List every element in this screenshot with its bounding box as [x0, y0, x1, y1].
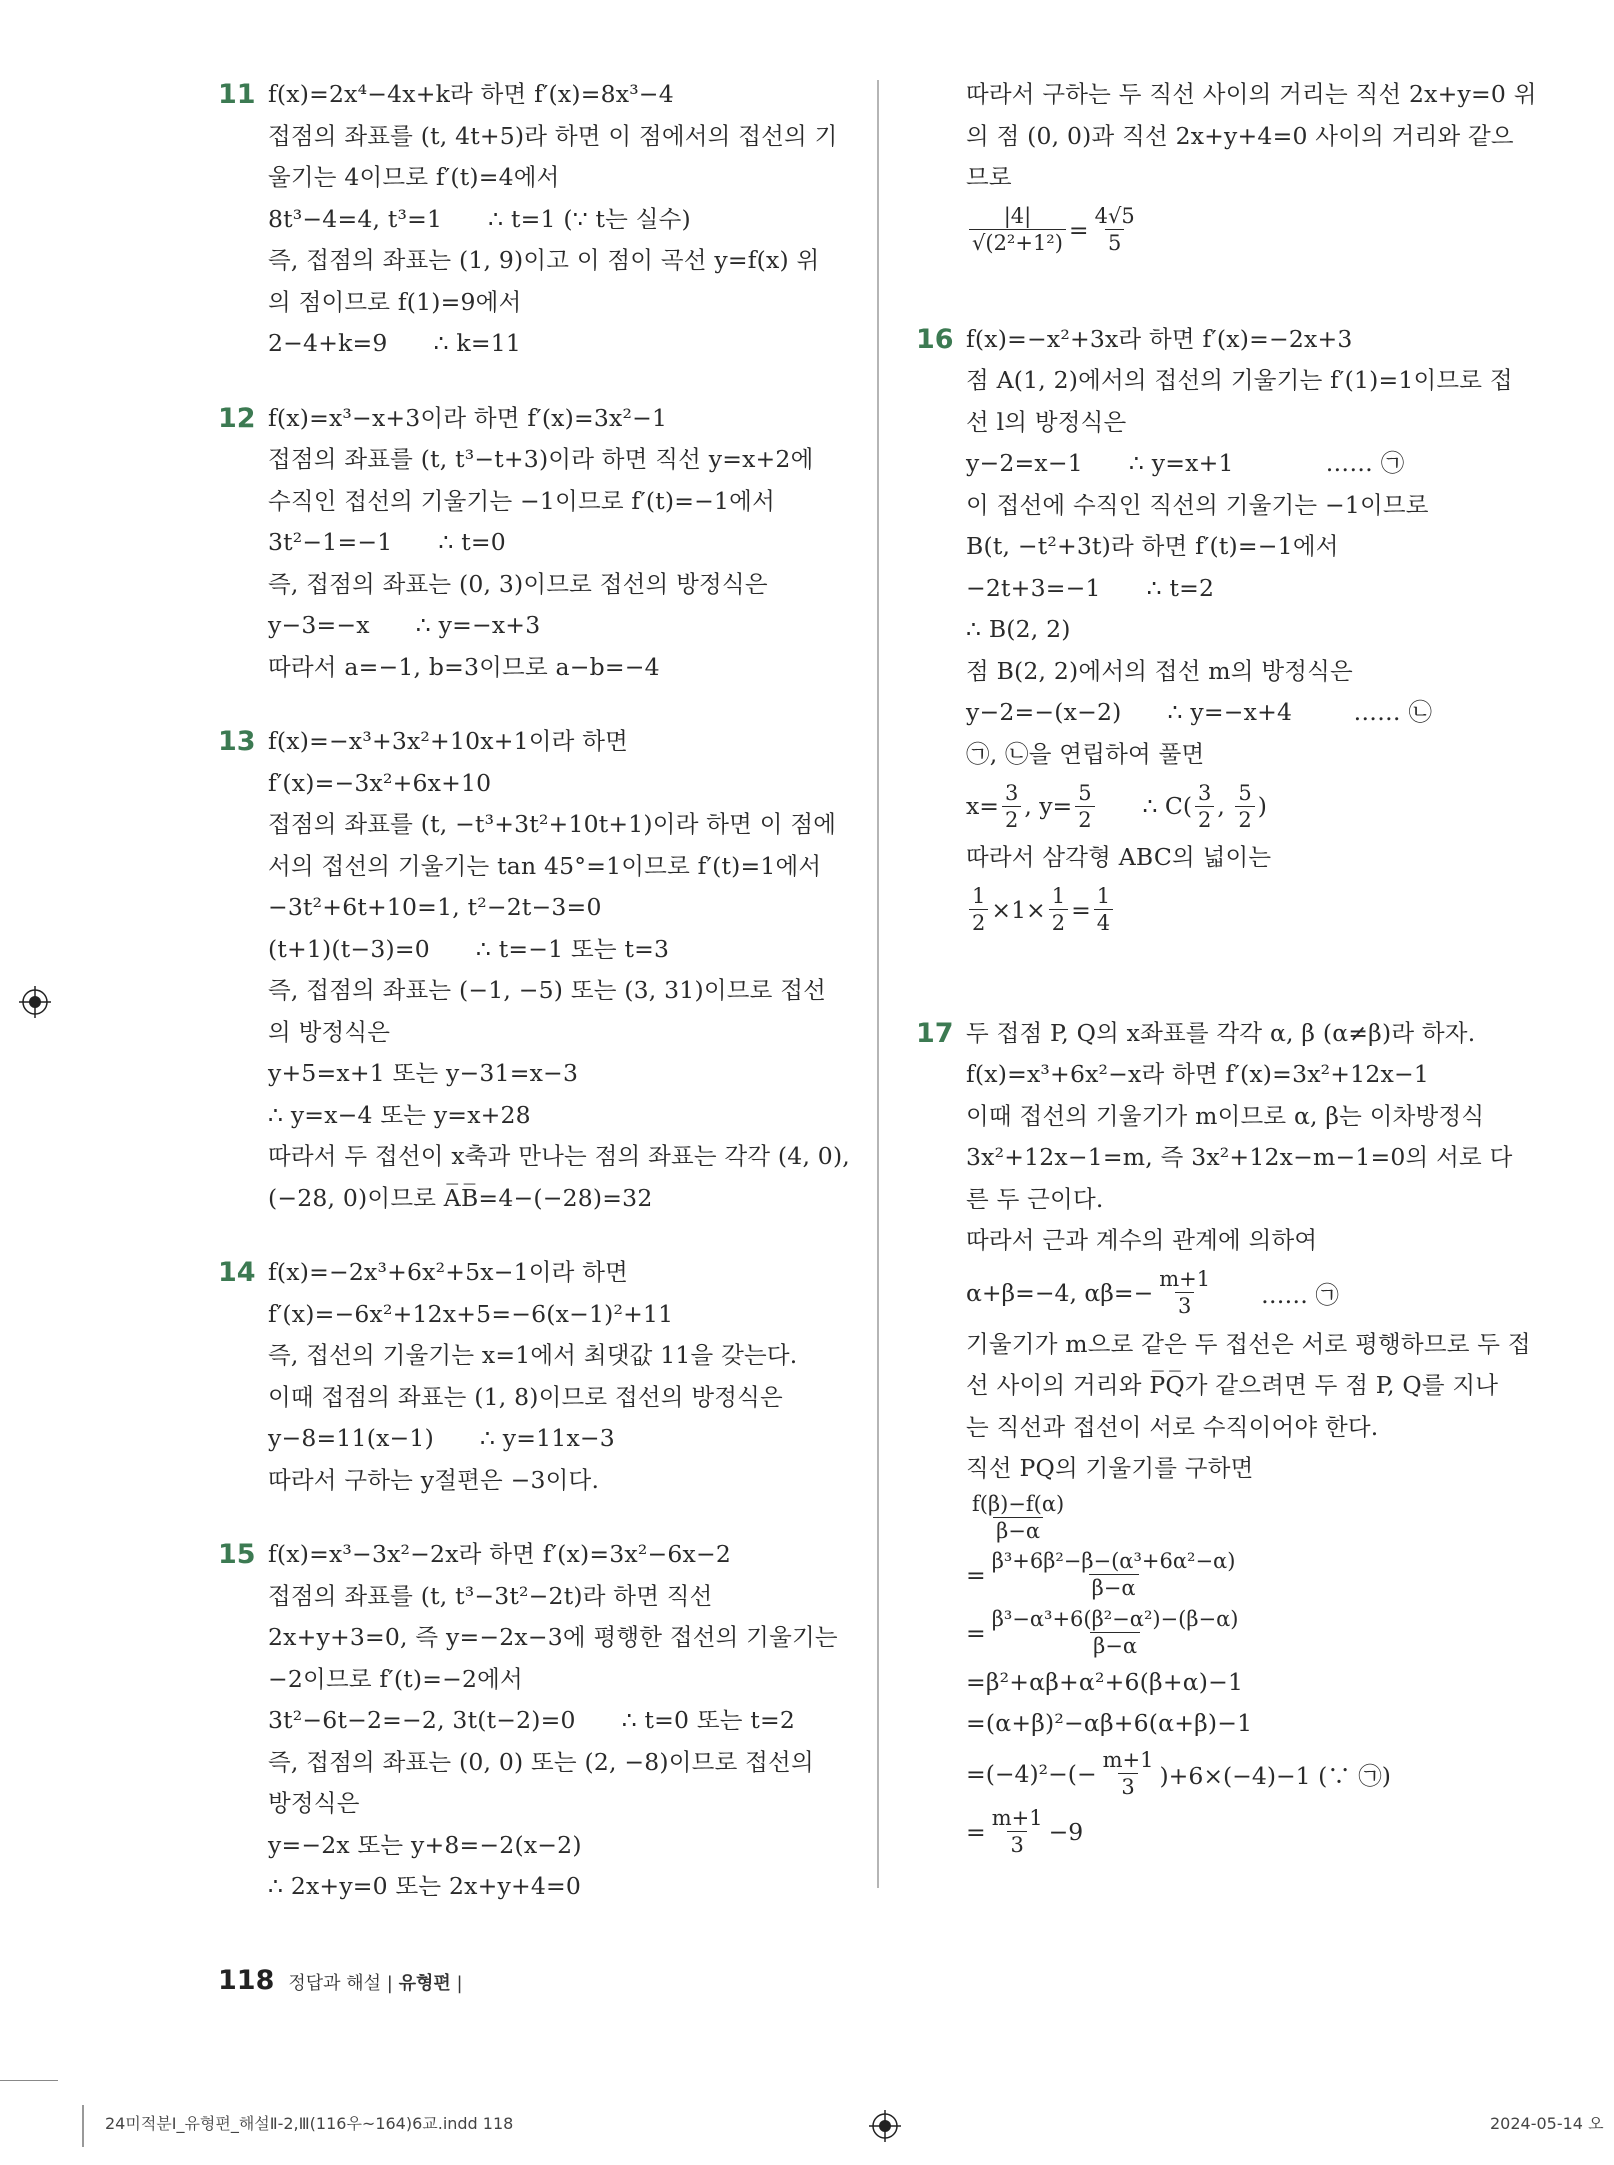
solution-line: 따라서 두 접선이 x축과 만나는 점의 좌표는 각각 (4, 0),: [268, 1142, 850, 1170]
denominator: 2: [1075, 806, 1094, 832]
solution-line: 기울기가 m으로 같은 두 접선은 서로 평행하므로 두 접: [966, 1329, 1531, 1358]
denominator: 3: [1007, 1831, 1026, 1857]
problem-number: 13: [218, 726, 256, 757]
fraction: [1002, 781, 1021, 832]
numerator: f(β)−f(α): [972, 1492, 1065, 1516]
print-slug-file: 24미적분Ⅰ_유형편_해설Ⅱ-2,Ⅲ(116우~164)6교.indd 118: [105, 2114, 514, 2133]
crop-mark: [82, 2105, 84, 2147]
solution-line: (−28, 0)이므로 A̅B̅=4−(−28)=32: [268, 1183, 653, 1212]
denominator: 3: [1175, 1292, 1194, 1318]
solution-line: f(x)=−2x³+6x²+5x−1이라 하면: [268, 1258, 629, 1286]
equals-sign: =: [1071, 895, 1091, 924]
problem-15: [218, 1534, 838, 1908]
solution-line: 이 접선에 수직인 직선의 기울기는 −1이므로: [966, 490, 1429, 519]
denominator: 5: [1105, 229, 1124, 255]
denominator: 2: [1002, 806, 1021, 832]
solution-line: 점 A(1, 2)에서의 접선의 기울기는 f′(1)=1이므로 접: [966, 366, 1513, 394]
denominator: β−α: [1090, 1632, 1140, 1658]
numerator: 5: [1238, 780, 1252, 805]
slope-step-5: [966, 1745, 1546, 1803]
solution-line: ∴ y=x−4 또는 y=x+28: [268, 1100, 531, 1129]
solution-line: =(α+β)²−αβ+6(α+β)−1: [966, 1709, 1253, 1737]
solution-line: 이때 접선의 기울기가 m이므로 α, β는 이차방정식: [966, 1101, 1485, 1130]
print-slug-date: 2024-05-14 오: [1490, 2114, 1604, 2133]
left-column: [218, 74, 850, 1908]
solution-line: 두 접점 P, Q의 x좌표를 각각 α, β (α≠β)라 하자.: [966, 1018, 1476, 1047]
solution-line: 접점의 좌표를 (t, t³−t+3)이라 하면 직선 y=x+2에: [268, 445, 814, 473]
problem-16: [916, 319, 1546, 941]
numerator: 1: [1096, 884, 1111, 908]
expr-text: −9: [1048, 1817, 1084, 1846]
solution-line: 이때 접점의 좌표는 (1, 8)이므로 접선의 방정식은: [268, 1382, 783, 1411]
solution-line: 따라서 삼각형 ABC의 넓이는: [966, 843, 1272, 871]
problem-number: 15: [218, 1539, 256, 1570]
solution-line: 즉, 접점의 좌표는 (0, 0) 또는 (2, −8)이므로 접선의: [268, 1747, 814, 1776]
problem-number: 17: [916, 1017, 954, 1049]
numerator: 5: [1078, 780, 1092, 805]
solution-line: −2이므로 f′(t)=−2에서: [268, 1664, 523, 1693]
problem-number: 16: [916, 323, 954, 355]
solution-line: 접점의 좌표를 (t, t³−3t²−2t)라 하면 직선: [268, 1581, 713, 1610]
solution-line: ∴ 2x+y=0 또는 2x+y+4=0: [268, 1872, 582, 1900]
expr-text: α+β=−4, αβ=−: [966, 1278, 1154, 1307]
denominator: 3: [1118, 1773, 1137, 1799]
slope-step-1: [966, 1546, 1546, 1604]
page-number: 118: [218, 1965, 275, 1996]
solution-line: y−8=11(x−1) ∴ y=11x−3: [268, 1424, 615, 1452]
problem-15-continued: [916, 74, 1546, 261]
problem-17: [916, 1013, 1546, 1861]
crop-mark: [0, 2080, 58, 2081]
solution-line: f(x)=−x²+3x라 하면 f′(x)=−2x+3: [966, 324, 1353, 353]
slope-expression: [966, 1490, 1546, 1546]
page-footer: [218, 1965, 463, 1996]
solution-line: 수직인 접선의 기울기는 −1이므로 f′(t)=−1에서: [268, 486, 775, 515]
solution-line: 직선 PQ의 기울기를 구하면: [966, 1454, 1254, 1482]
problem-11: [218, 74, 838, 365]
solution-line: 3t²−6t−2=−2, 3t(t−2)=0 ∴ t=0 또는 t=2: [268, 1706, 796, 1734]
fraction: [1156, 1267, 1213, 1318]
solution-line: y=−2x 또는 y+8=−2(x−2): [268, 1830, 582, 1859]
expr-text: ∴ C(: [1097, 792, 1193, 820]
fraction: [1075, 781, 1094, 832]
denominator: 2: [1195, 806, 1214, 832]
problem-number: 12: [218, 402, 256, 434]
numerator: m+1: [1159, 1267, 1211, 1291]
solution-line: 3t²−1=−1 ∴ t=0: [268, 528, 506, 556]
section-label: [288, 1969, 462, 1995]
numerator: 1: [972, 884, 986, 908]
problem-13: [218, 721, 850, 1219]
solution-line: f(x)=x³−x+3이라 하면 f′(x)=3x²−1: [268, 403, 668, 432]
solution-line: 른 두 근이다.: [966, 1184, 1104, 1213]
expr-text: …… ㉠: [1216, 1280, 1339, 1309]
solution-line: 2x+y+3=0, 즉 y=−2x−3에 평행한 접선의 기울기는: [268, 1623, 838, 1651]
solution-line: 울기는 4이므로 f′(t)=4에서: [268, 163, 560, 191]
solution-line: 는 직선과 접선이 서로 수직이어야 한다.: [966, 1412, 1379, 1441]
expr-text: )+6×(−4)−1 (∵ ㉠): [1159, 1761, 1391, 1790]
solution-line: ∴ B(2, 2): [966, 615, 1071, 643]
expr-text: ): [1257, 792, 1267, 820]
vieta-relation: [966, 1262, 1546, 1324]
registration-mark-icon: [869, 2110, 901, 2142]
solution-line: 따라서 구하는 두 직선 사이의 거리는 직선 2x+y=0 위: [966, 80, 1537, 108]
solution-line: 방정식은: [268, 1789, 360, 1817]
solution-line: =β²+αβ+α²+6(β+α)−1: [966, 1667, 1244, 1696]
distance-formula: [966, 199, 1546, 261]
solution-line: 므로: [966, 163, 1012, 191]
solution-line: 2−4+k=9 ∴ k=11: [268, 329, 522, 357]
solution-line: 의 방정식은: [268, 1017, 391, 1046]
denominator: √(2²+1²): [969, 229, 1066, 255]
solution-line: f′(x)=−3x²+6x+10: [268, 768, 492, 797]
solution-line: f(x)=2x⁴−4x+k라 하면 f′(x)=8x³−4: [268, 80, 674, 108]
fraction: [1235, 781, 1254, 832]
solution-line: 선 l의 방정식은: [966, 407, 1127, 436]
solution-line: 따라서 구하는 y절편은 −3이다.: [268, 1465, 600, 1494]
right-column: [916, 74, 1546, 1861]
solution-line: y−2=−(x−2) ∴ y=−x+4 …… ㉡: [966, 698, 1433, 726]
equals-sign: =: [1068, 215, 1089, 244]
solution-line: 따라서 a=−1, b=3이므로 a−b=−4: [268, 652, 660, 681]
numerator: β³+6β²−β−(α³+6α²−α): [991, 1549, 1236, 1573]
expr-text: ×1×: [991, 895, 1046, 924]
fraction: [989, 1549, 1239, 1600]
problem-14: [218, 1252, 838, 1501]
denominator: 2: [969, 909, 988, 935]
solution-line: f′(x)=−6x²+12x+5=−6(x−1)²+11: [268, 1299, 674, 1328]
denominator: β−α: [993, 1517, 1043, 1543]
expr-text: x=: [966, 792, 999, 820]
solution-line: 즉, 접점의 좌표는 (1, 9)이고 이 점이 곡선 y=f(x) 위: [268, 246, 820, 274]
numerator: 3: [1004, 780, 1019, 805]
solution-line: −3t²+6t+10=1, t²−2t−3=0: [268, 893, 602, 921]
solution-line: 즉, 접선의 기울기는 x=1에서 최댓값 11을 갖는다.: [268, 1341, 798, 1369]
solution-line: y−2=x−1 ∴ y=x+1 …… ㉠: [966, 449, 1405, 477]
solution-line: 접점의 좌표를 (t, 4t+5)라 하면 이 점에서의 접선의 기: [268, 121, 838, 150]
part-title: 유형편: [398, 1973, 451, 1994]
fraction: [1049, 884, 1068, 935]
solution-line: 즉, 접점의 좌표는 (−1, −5) 또는 (3, 31)이므로 접선: [268, 976, 826, 1004]
column-divider: [877, 80, 879, 1888]
solution-line: 선 사이의 거리와 P̅Q̅가 같으려면 두 점 P, Q를 지나: [966, 1371, 1499, 1399]
slope-step-2: [966, 1604, 1546, 1662]
numerator: 1: [1051, 884, 1066, 908]
problem-12: [218, 398, 838, 689]
intersection-solution: [966, 775, 1546, 837]
numerator: |4|: [1003, 204, 1032, 228]
solution-line: 즉, 접점의 좌표는 (0, 3)이므로 접선의 방정식은: [268, 569, 768, 598]
slope-step-6: [966, 1803, 1546, 1861]
expr-text: ,: [1217, 792, 1233, 820]
equals-sign: =: [966, 1817, 986, 1846]
solution-line: f(x)=x³−3x²−2x라 하면 f′(x)=3x²−6x−2: [268, 1540, 731, 1568]
section-title: 정답과 해설: [288, 1973, 382, 1994]
fraction: [969, 204, 1066, 255]
problem-number: 11: [218, 79, 256, 110]
denominator: 4: [1094, 909, 1113, 935]
registration-mark-icon: [19, 986, 51, 1018]
solution-line: ㉠, ㉡을 연립하여 풀면: [966, 739, 1205, 768]
solution-line: 3x²+12x−1=m, 즉 3x²+12x−m−1=0의 서로 다: [966, 1143, 1513, 1171]
numerator: m+1: [991, 1806, 1043, 1830]
separator: |: [456, 1973, 463, 1994]
fraction: [1195, 781, 1214, 832]
solution-line: y+5=x+1 또는 y−31=x−3: [268, 1059, 579, 1087]
equals-sign: =: [966, 1560, 986, 1589]
solution-line: 서의 접선의 기울기는 tan 45°=1이므로 f′(t)=1에서: [268, 851, 822, 880]
fraction: [1092, 204, 1138, 255]
fraction: [1094, 884, 1113, 935]
fraction: [1100, 1748, 1157, 1799]
fraction: [989, 1607, 1242, 1658]
solution-line: −2t+3=−1 ∴ t=2: [966, 573, 1215, 602]
fraction: [969, 1492, 1067, 1543]
denominator: β−α: [1089, 1574, 1139, 1600]
separator: |: [386, 1973, 393, 1994]
solution-line: (t+1)(t−3)=0 ∴ t=−1 또는 t=3: [268, 934, 670, 963]
fraction: [969, 884, 988, 935]
solution-line: y−3=−x ∴ y=−x+3: [268, 611, 541, 639]
solution-line: f(x)=x³+6x²−x라 하면 f′(x)=3x²+12x−1: [966, 1060, 1429, 1088]
denominator: 2: [1235, 806, 1254, 832]
equals-sign: =: [966, 1618, 986, 1647]
expr-text: =(−4)²−(−: [966, 1759, 1097, 1788]
numerator: 3: [1198, 780, 1212, 805]
denominator: 2: [1049, 909, 1068, 935]
solution-line: 의 점이므로 f(1)=9에서: [268, 287, 522, 316]
numerator: β³−α³+6(β²−α²)−(β−α): [991, 1607, 1239, 1631]
fraction: [989, 1806, 1046, 1857]
numerator: m+1: [1102, 1748, 1154, 1772]
expr-text: , y=: [1024, 792, 1073, 820]
solution-line: 따라서 근과 계수의 관계에 의하여: [966, 1226, 1318, 1254]
solution-line: f(x)=−x³+3x²+10x+1이라 하면: [268, 727, 629, 755]
solution-line: B(t, −t²+3t)라 하면 f′(t)=−1에서: [966, 532, 1339, 560]
numerator: 4√5: [1094, 204, 1135, 228]
solution-line: 점 B(2, 2)에서의 접선 m의 방정식은: [966, 656, 1353, 685]
solution-line: 접점의 좌표를 (t, −t³+3t²+10t+1)이라 하면 이 점에: [268, 810, 837, 838]
solution-line: 8t³−4=4, t³=1 ∴ t=1 (∵ t는 실수): [268, 204, 691, 233]
problem-number: 14: [218, 1257, 256, 1288]
solution-line: 의 점 (0, 0)과 직선 2x+y+4=0 사이의 거리와 같으: [966, 121, 1514, 150]
area-calculation: [966, 879, 1546, 941]
